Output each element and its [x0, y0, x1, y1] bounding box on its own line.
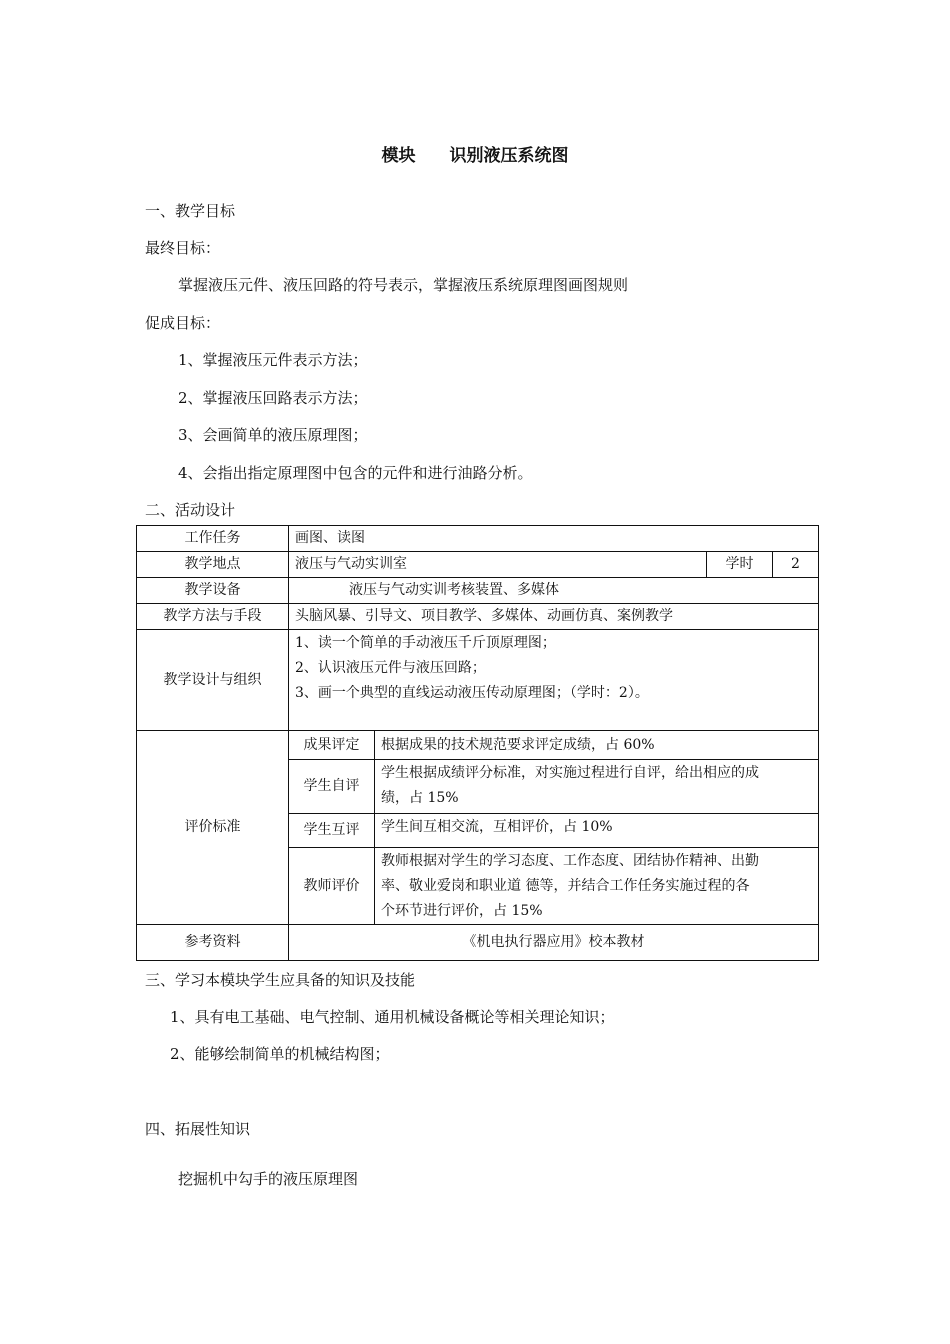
section3-heading: 三、学习本模块学生应具备的知识及技能	[145, 971, 416, 989]
title-part2: 识别液压系统图	[449, 146, 569, 166]
section4-heading: 四、拓展性知识	[145, 1120, 251, 1138]
eval-row-label-1: 成果评定	[289, 731, 375, 760]
goal-item-3: 3、会画简单的液压原理图；	[178, 426, 368, 444]
reference-value: 《机电执行器应用》校本教材	[289, 925, 819, 961]
design-line-2: 2、认识液压元件与液压回路；	[295, 660, 486, 676]
eval-row-text-1	[375, 731, 819, 760]
eval-row-4-line-3: 个环节进行评价，占 15%	[381, 903, 543, 919]
section1-heading: 一、教学目标	[145, 202, 236, 220]
eval-row-3-line-1: 学生间互相交流，互相评价，占 10%	[381, 819, 613, 835]
eval-row-label-2: 学生自评	[289, 760, 375, 814]
eval-row-label-3: 学生互评	[289, 814, 375, 848]
evaluation-label: 评价标准	[137, 731, 289, 925]
method-label: 教学方法与手段	[137, 604, 289, 630]
goal-item-2: 2、掌握液压回路表示方法；	[178, 389, 368, 407]
task-value: 画图、读图	[289, 526, 819, 552]
equipment-label: 教学设备	[137, 578, 289, 604]
task-label: 工作任务	[137, 526, 289, 552]
activity-table	[136, 525, 819, 961]
page-title	[0, 141, 950, 166]
skill-item-1: 1、具有电工基础、电气控制、通用机械设备概论等相关理论知识；	[170, 1008, 615, 1026]
eval-row-4-line-1: 教师根据对学生的学习态度、工作态度、团结协作精神、出勤	[381, 853, 759, 869]
section2-heading: 二、活动设计	[145, 501, 236, 519]
final-goal-text: 掌握液压元件、液压回路的符号表示，掌握液压系统原理图画图规则	[178, 276, 629, 294]
reference-label: 参考资料	[137, 925, 289, 961]
final-goal-label: 最终目标：	[145, 239, 221, 257]
extension-text: 挖掘机中勾手的液压原理图	[178, 1170, 359, 1188]
eval-row-text-3	[375, 814, 819, 848]
eval-row-text-4	[375, 848, 819, 925]
goal-item-4: 4、会指出指定原理图中包含的元件和进行油路分析。	[178, 464, 533, 482]
eval-row-2-line-1: 学生根据成绩评分标准，对实施过程进行自评，给出相应的成	[381, 765, 759, 781]
goal-item-1: 1、掌握液压元件表示方法；	[178, 351, 368, 369]
design-line-3: 3、画一个典型的直线运动液压传动原理图；（学时：2）。	[295, 685, 649, 701]
design-line-1: 1、读一个简单的手动液压千斤顶原理图；	[295, 635, 556, 651]
hours-label: 学时	[707, 552, 773, 578]
skill-item-2: 2、能够绘制简单的机械结构图；	[170, 1045, 390, 1063]
eval-row-1-line-1: 根据成果的技术规范要求评定成绩，占 60%	[381, 736, 655, 753]
eval-row-text-2	[375, 760, 819, 814]
promote-goal-label: 促成目标：	[145, 314, 221, 332]
equipment-value: 液压与气动实训考核装置、多媒体	[289, 578, 819, 604]
method-value: 头脑风暴、引导文、项目教学、多媒体、动画仿真、案例教学	[289, 604, 819, 630]
eval-row-2-line-2: 绩，占 15%	[381, 790, 459, 806]
place-value: 液压与气动实训室	[289, 552, 707, 578]
design-content	[289, 630, 819, 731]
title-part1: 模块	[381, 146, 416, 166]
eval-row-label-4: 教师评价	[289, 848, 375, 925]
design-label: 教学设计与组织	[137, 630, 289, 731]
place-label: 教学地点	[137, 552, 289, 578]
hours-value: 2	[773, 552, 819, 578]
eval-row-4-line-2: 率、敬业爱岗和职业道 德等，并结合工作任务实施过程的各	[381, 878, 750, 894]
